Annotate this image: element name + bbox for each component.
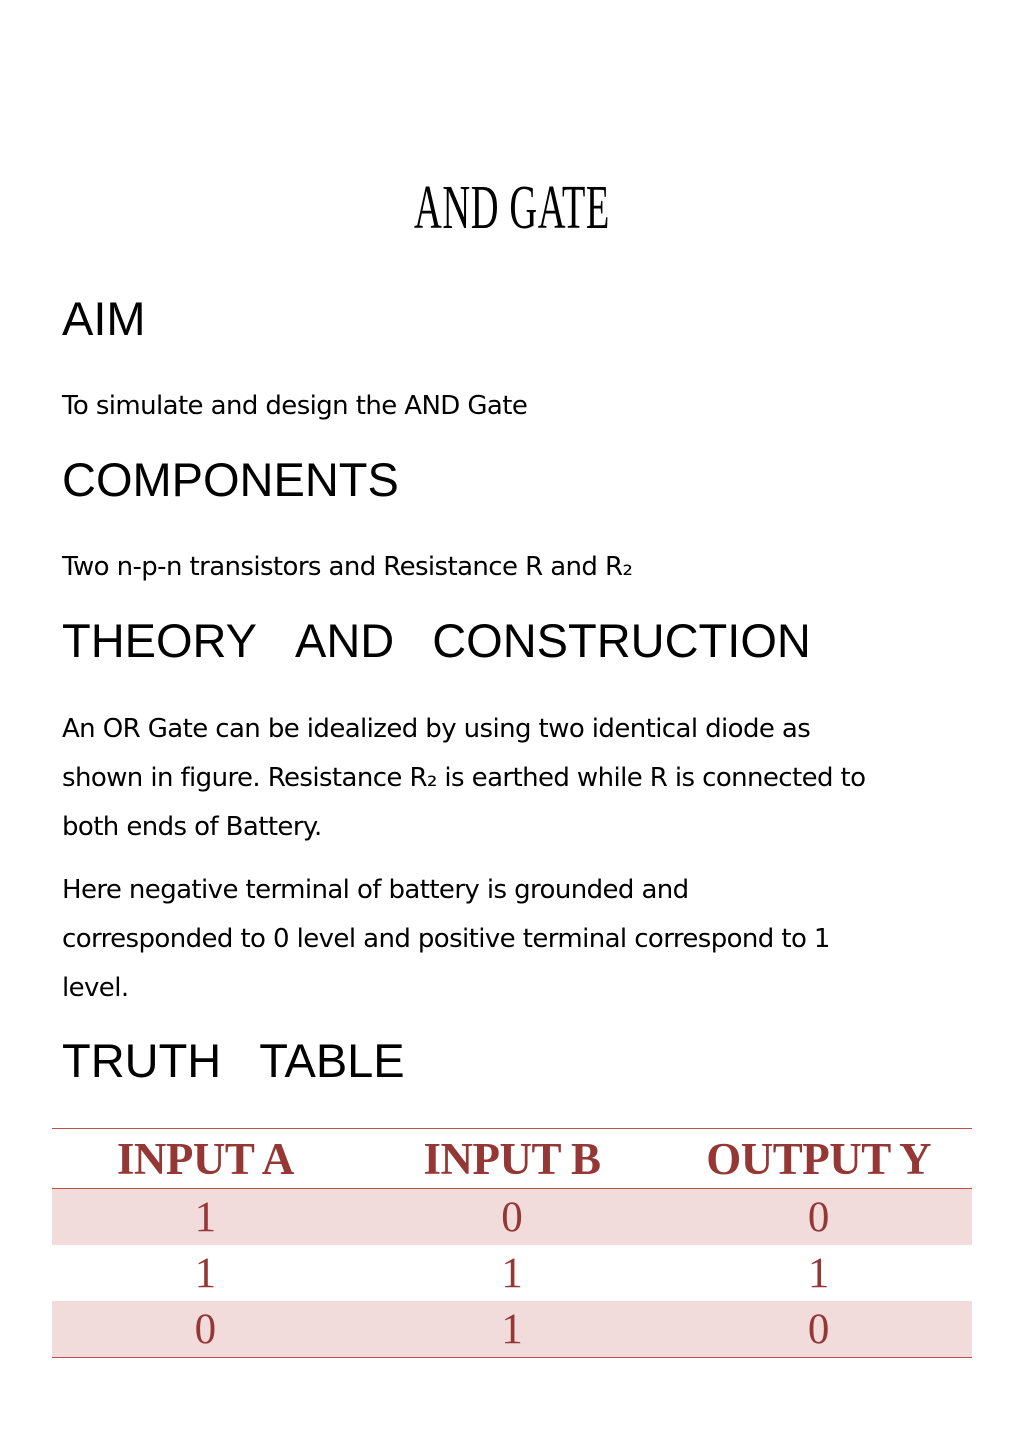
aim-text: To simulate and design the AND Gate: [62, 391, 528, 421]
page-title: AND GATE: [413, 174, 611, 242]
truth-table: [52, 1128, 972, 1358]
table-row: [52, 1189, 972, 1246]
paragraph-line: both ends of Battery.: [62, 812, 322, 842]
table-cell: 1: [359, 1301, 666, 1358]
components-heading: COMPONENTS: [62, 453, 399, 506]
table-cell: 1: [194, 1249, 217, 1297]
paragraph-line: Here negative terminal of battery is grounded and: [62, 875, 689, 905]
truth-table-heading: [62, 1033, 405, 1089]
column-header-input-b: INPUT B: [359, 1129, 666, 1189]
table-cell: 0: [52, 1301, 359, 1358]
theory-heading-word: AND: [295, 614, 395, 667]
table-cell: 1: [501, 1249, 523, 1297]
table-cell: 0: [665, 1189, 972, 1246]
theory-paragraph-1: [62, 705, 967, 852]
table-cell: 0: [359, 1189, 666, 1246]
table-cell: 1: [52, 1189, 359, 1246]
theory-heading: [62, 613, 811, 669]
aim-heading: AIM: [62, 292, 146, 345]
table-row: [52, 1245, 972, 1301]
paragraph-line: An OR Gate can be idealized by using two identical diode as: [62, 714, 811, 744]
truth-table-heading-word: TABLE: [259, 1034, 405, 1087]
truth-table-heading-word: TRUTH: [62, 1034, 222, 1087]
table-row: [52, 1301, 972, 1358]
theory-paragraph-2: [62, 866, 967, 1013]
column-header-output-y: OUTPUT Y: [665, 1129, 972, 1189]
paragraph-line: corresponded to 0 level and positive terminal correspond to 1: [62, 924, 830, 954]
theory-heading-word: CONSTRUCTION: [432, 614, 811, 667]
components-text: Two n-p-n transistors and Resistance R and R₂: [62, 552, 633, 582]
truth-table-header-row: [52, 1129, 972, 1189]
column-header-input-a: INPUT A: [52, 1129, 359, 1189]
table-cell: 1: [807, 1249, 830, 1297]
table-cell: 0: [665, 1301, 972, 1358]
theory-heading-word: THEORY: [62, 614, 257, 667]
paragraph-line: level.: [62, 973, 129, 1003]
paragraph-line: shown in figure. Resistance R₂ is earthed while R is connected to: [62, 763, 866, 793]
